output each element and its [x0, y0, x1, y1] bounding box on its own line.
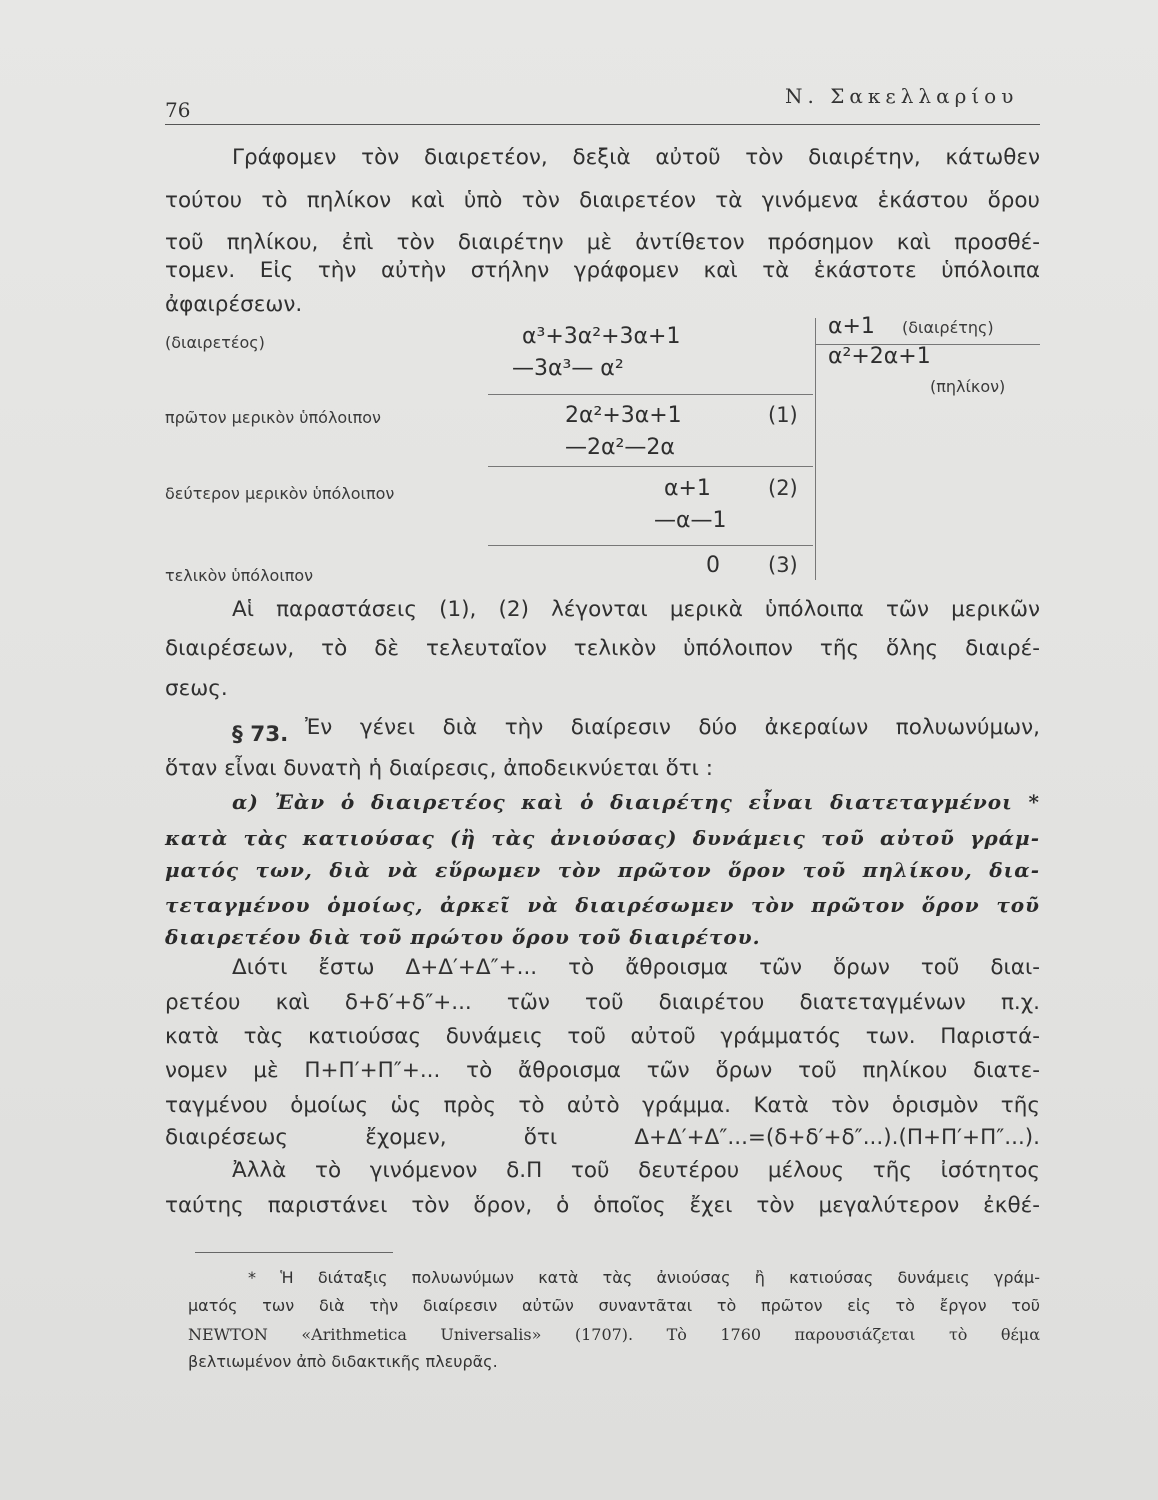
- quotient-label: (πηλίκον): [930, 377, 1006, 396]
- proof-line-6: διαιρέσεως ἔχομεν, ὅτι Δ+Δ′+Δ″...=(δ+δ′+δ″...).(Π+Π′+Π″...).: [165, 1125, 1040, 1150]
- rule-1: [488, 394, 813, 395]
- footnote-line-3: NEWTON «Arithmetica Universalis» (1707). Τὸ 1760 παρουσιάζεται τὸ θέμα: [188, 1325, 1040, 1344]
- theorem-line-5: διαιρετέου διὰ τοῦ πρώτου ὅρου τοῦ διαιρέτου.: [165, 925, 761, 949]
- marker-1: (1): [768, 403, 798, 427]
- rule-3: [488, 545, 813, 546]
- theorem-line-4: τεταγμένου ὁμοίως, ἀρκεῖ νὰ διαιρέσωμεν τὸν πρῶτον ὅρον τοῦ: [165, 893, 1040, 917]
- after-line-1: Αἱ παραστάσεις (1), (2) λέγονται μερικὰ ὑπόλοιπα τῶν μερικῶν: [232, 597, 1040, 622]
- after-line-2: διαιρέσεων, τὸ δὲ τελευταῖον τελικὸν ὑπόλοιπον τῆς ὅλης διαιρέ-: [165, 636, 1040, 661]
- footnote-line-2: ματός των διὰ τὴν διαίρεσιν αὐτῶν συναντᾶται τὸ πρῶτον εἰς τὸ ἔργον τοῦ: [188, 1296, 1040, 1315]
- running-head-author: Ν. Σακελλαρίου: [785, 84, 1019, 108]
- footnote-line-4: βελτιωμένον ἀπὸ διδακτικῆς πλευρᾶς.: [188, 1352, 498, 1371]
- divisor-vertical-rule: [815, 318, 816, 580]
- header-rule: [165, 124, 1040, 125]
- section-line-2: ὅταν εἶναι δυνατὴ ἡ διαίρεσις, ἀποδεικνύεται ὅτι :: [165, 756, 714, 781]
- subtract-line-3: —α—1: [654, 508, 727, 533]
- intro-line-5: ἀφαιρέσεων.: [165, 292, 303, 317]
- section-line-1: Ἐν γένει διὰ τὴν διαίρεσιν δύο ἀκεραίων πολυωνύμων,: [305, 715, 1040, 740]
- intro-line-3: τοῦ πηλίκου, ἐπὶ τὸν διαιρέτην μὲ ἀντίθετον πρόσημον καὶ προσθέ-: [165, 230, 1040, 255]
- proof-line-8: ταύτης παριστάνει τὸν ὅρον, ὁ ὁποῖος ἔχει τὸν μεγαλύτερον ἐκθέ-: [165, 1193, 1040, 1218]
- final-remainder-label: τελικὸν ὑπόλοιπον: [165, 566, 314, 585]
- partial-remainder-1: 2α²+3α+1: [565, 403, 682, 428]
- intro-line-1: Γράφομεν τὸν διαιρετέον, δεξιὰ αὐτοῦ τὸν διαιρέτην, κάτωθεν: [232, 145, 1040, 170]
- partial-remainder-2: α+1: [664, 476, 711, 501]
- theorem-line-1: α) Ἐὰν ὁ διαιρετέος καὶ ὁ διαιρέτης εἶναι διατεταγμένοι *: [232, 790, 1040, 814]
- after-line-3: σεως.: [165, 676, 228, 701]
- proof-line-4: νομεν μὲ Π+Π′+Π″+... τὸ ἄθροισμα τῶν ὅρων τοῦ πηλίκου διατε-: [165, 1058, 1040, 1083]
- proof-line-2: ρετέου καὶ δ+δ′+δ″+... τῶν τοῦ διαιρέτου διατεταγμένων π.χ.: [165, 990, 1040, 1015]
- intro-line-2: τούτου τὸ πηλίκον καὶ ὑπὸ τὸν διαιρετέον τὰ γινόμενα ἑκάστου ὅρου: [165, 188, 1040, 213]
- footnote-rule: [195, 1252, 393, 1253]
- divisor: α+1: [828, 314, 875, 339]
- final-remainder: 0: [706, 553, 720, 578]
- footnote-line-1: * Ἡ διάταξις πολυωνύμων κατὰ τὰς ἀνιούσας ἢ κατιούσας δυνάμεις γράμ-: [248, 1268, 1040, 1287]
- theorem-line-2: κατὰ τὰς κατιούσας (ἢ τὰς ἀνιούσας) δυνάμεις τοῦ αὐτοῦ γράμ-: [165, 826, 1040, 850]
- divisor-label: (διαιρέτης): [902, 318, 994, 337]
- dividend: α³+3α²+3α+1: [522, 324, 681, 349]
- rule-2: [488, 466, 813, 467]
- quotient: α²+2α+1: [828, 344, 931, 369]
- proof-line-3: κατὰ τὰς κατιούσας δυνάμεις τοῦ αὐτοῦ γράμματός των. Παριστά-: [165, 1024, 1040, 1049]
- proof-line-5: ταγμένου ὁμοίως ὡς πρὸς τὸ αὐτὸ γράμμα. Κατὰ τὸν ὁρισμὸν τῆς: [165, 1093, 1040, 1118]
- proof-line-1: Διότι ἔστω Δ+Δ′+Δ″+... τὸ ἄθροισμα τῶν ὅρων τοῦ διαι-: [232, 955, 1040, 980]
- section-number-text: § 73.: [232, 722, 289, 747]
- page-number: 76: [165, 98, 191, 122]
- dividend-label: (διαιρετέος): [165, 333, 265, 352]
- theorem-line-3: ματός των, διὰ νὰ εὕρωμεν τὸν πρῶτον ὅρον τοῦ πηλίκου, δια-: [165, 858, 1040, 882]
- marker-2: (2): [768, 476, 798, 500]
- proof-line-7: Ἀλλὰ τὸ γινόμενον δ.Π τοῦ δευτέρου μέλους τῆς ἰσότητος: [232, 1158, 1040, 1183]
- subtract-line-2: —2α²—2α: [565, 435, 675, 460]
- subtract-line-1: —3α³— α²: [512, 356, 624, 381]
- intro-line-4: τομεν. Εἰς τὴν αὐτὴν στήλην γράφομεν καὶ τὰ ἑκάστοτε ὑπόλοιπα: [165, 258, 1040, 283]
- partial-remainder-2-label: δεύτερον μερικὸν ὑπόλοιπον: [165, 484, 395, 503]
- marker-3: (3): [768, 553, 798, 577]
- partial-remainder-1-label: πρῶτον μερικὸν ὑπόλοιπον: [165, 408, 381, 427]
- section-number: [232, 722, 288, 747]
